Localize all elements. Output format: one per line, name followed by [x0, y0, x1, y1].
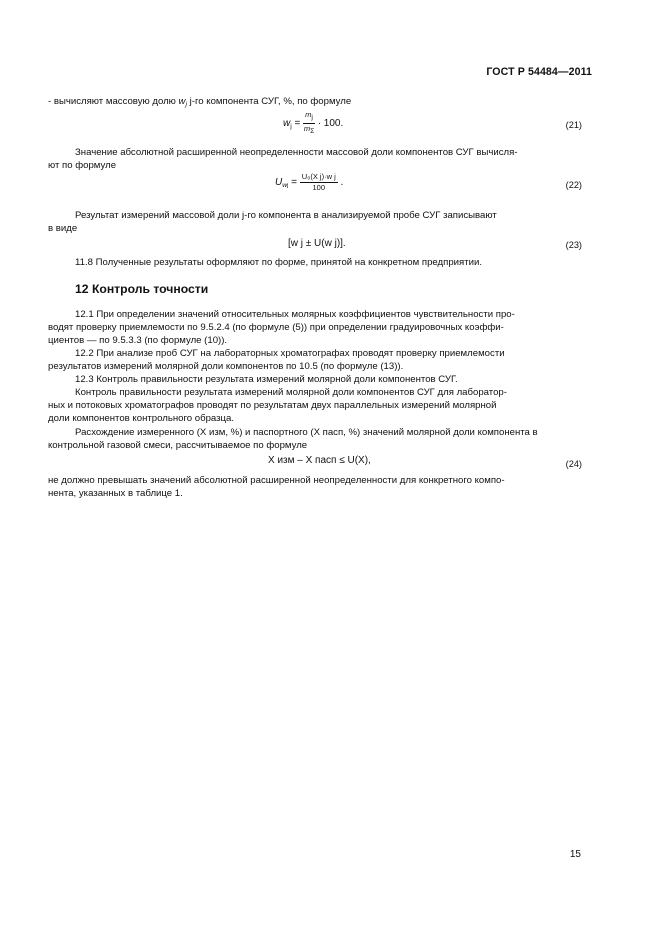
paragraph: Контроль правильности результата измерений молярной доли компонентов СУГ для лаборатор-	[75, 387, 507, 398]
fraction	[303, 110, 315, 137]
paragraph-cont: водят проверку приемлемости по 9.5.2.4 (по формуле (5)) при определении градуировочных коэффи-	[48, 322, 504, 333]
equation-number: (23)	[565, 240, 582, 250]
text-run: - вычисляют массовую долю	[48, 96, 176, 107]
subscript: j	[290, 123, 292, 131]
page-number: 15	[569, 849, 581, 860]
paragraph: не должно превышать значений абсолютной расширенной неопределенности для конкретного компо-	[48, 475, 505, 486]
equation-number: (24)	[565, 459, 582, 469]
formula-24: X изм – X пасп ≤ U(X),	[268, 455, 371, 466]
paragraph-cont: ных и потоковых хроматографов проводят по результатам двух параллельных измерений молярной	[48, 400, 497, 411]
section-heading: 12 Контроль точности	[75, 282, 209, 296]
denominator: mΣ	[303, 124, 315, 135]
formula-lhs: U	[275, 177, 283, 189]
paragraph-cont: в виде	[48, 223, 78, 234]
paragraph-cont: циентов — по 9.5.3.3 (по формуле (10)).	[48, 335, 228, 346]
formula-lhs: w	[283, 118, 291, 130]
paragraph: Значение абсолютной расширенной неопределенности массовой доли компонентов СУГ вычисля-	[75, 147, 518, 158]
equation-number: (21)	[565, 120, 582, 130]
paragraph-cont: результатов измерений молярной доли компонентов по 10.5 (по формуле (13)).	[48, 361, 404, 372]
paragraph: Расхождение измеренного (X изм, %) и паспортного (X пасп, %) значений молярной доли компонента в	[75, 427, 538, 438]
formula-tail: · 100.	[317, 118, 344, 130]
document-header: ГОСТ Р 54484—2011	[486, 66, 592, 78]
paragraph-cont: контрольной газовой смеси, рассчитываемое по формуле	[48, 440, 308, 451]
paragraph: 12.3 Контроль правильности результата измерений молярной доли компонентов СУГ.	[75, 374, 458, 385]
formula-22: $U_{wj}$ = $\frac{\text{U₀(X j)·w j}}{100}$ .	[275, 172, 344, 192]
formula-23: [w j ± U(w j)].	[288, 238, 346, 249]
subscript: j	[185, 101, 187, 108]
equals-sign: =	[294, 118, 301, 130]
denominator: 100	[312, 183, 326, 192]
text-run: j-го компонента СУГ, %, по формуле	[189, 96, 352, 107]
numerator: U₀(X j)·w j	[301, 172, 336, 181]
fraction	[300, 172, 338, 193]
paragraph-cont: ют по формуле	[48, 160, 117, 171]
paragraph: 12.1 При определении значений относительных молярных коэффициентов чувствительности про-	[75, 309, 515, 320]
paragraph-cont: нента, указанных в таблице 1.	[48, 488, 183, 499]
equation-number: (22)	[565, 180, 582, 190]
paragraph: 11.8 Полученные результаты оформляют по форме, принятой на конкретном предприятии.	[75, 257, 482, 268]
equals-sign: =	[291, 177, 298, 189]
numerator: mj	[303, 110, 315, 124]
paragraph: Результат измерений массовой доли j-го компонента в анализируемой пробе СУГ записывают	[75, 210, 497, 221]
variable: w	[178, 96, 186, 107]
formula-tail: .	[340, 177, 344, 189]
formula-21	[283, 110, 343, 137]
paragraph-cont: доли компонентов контрольного образца.	[48, 413, 235, 424]
paragraph: 12.2 При анализе проб СУГ на лабораторных хроматографах проводят проверку приемлемости	[75, 348, 505, 359]
